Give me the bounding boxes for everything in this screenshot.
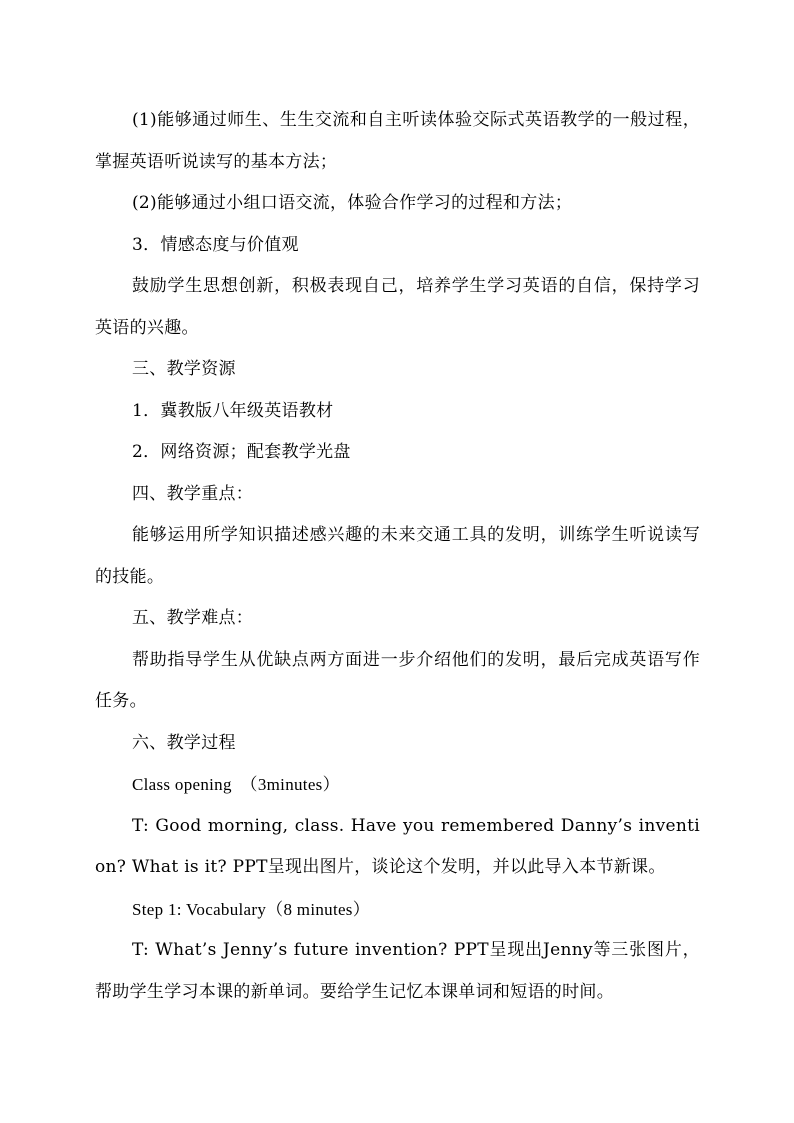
paragraph-class-opening: T: Good morning, class. Have you remembered Danny’s invention? What is it? PPT呈现出图片，谈论这个发明，并以此导入本节新课。 xyxy=(95,815,700,877)
list-item-network-resources: 2．网络资源；配套教学光盘 xyxy=(132,442,351,462)
document-body xyxy=(95,100,700,1013)
heading-teaching-resources: 三、教学资源 xyxy=(132,359,236,379)
step-vocabulary: Step 1: Vocabulary（8 minutes） xyxy=(132,899,371,919)
heading-difficult-points: 五、教学难点： xyxy=(132,608,254,628)
list-item-textbook: 1．冀教版八年级英语教材 xyxy=(132,400,334,421)
paragraph-attitude-values: 鼓励学生思想创新，积极表现自己，培养学生学习英语的自信，保持学习英语的兴趣。 xyxy=(95,276,700,338)
paragraph-vocabulary: T: What’s Jenny’s future invention? PPT呈现出Jenny等三张图片，帮助学生学习本课的新单词。要给学生记忆本课单词和短语的时间。 xyxy=(95,940,700,1002)
heading-key-points: 四、教学重点： xyxy=(132,483,254,504)
step-class-opening: Class opening （3minutes） xyxy=(132,775,340,794)
paragraph-objective-2: (2)能够通过小组口语交流，体验合作学习的过程和方法； xyxy=(132,193,573,213)
paragraph-key-points: 能够运用所学知识描述感兴趣的未来交通工具的发明，训练学生听说读写的技能。 xyxy=(95,525,700,587)
heading-teaching-process: 六、教学过程 xyxy=(132,732,236,753)
heading-attitude-values: 3．情感态度与价值观 xyxy=(132,234,299,255)
paragraph-difficult-points: 帮助指导学生从优缺点两方面进一步介绍他们的发明，最后完成英语写作任务。 xyxy=(95,649,700,711)
paragraph-objective-1: (1)能够通过师生、生生交流和自主听读体验交际式英语教学的一般过程，掌握英语听说读写的基本方法； xyxy=(95,110,700,172)
